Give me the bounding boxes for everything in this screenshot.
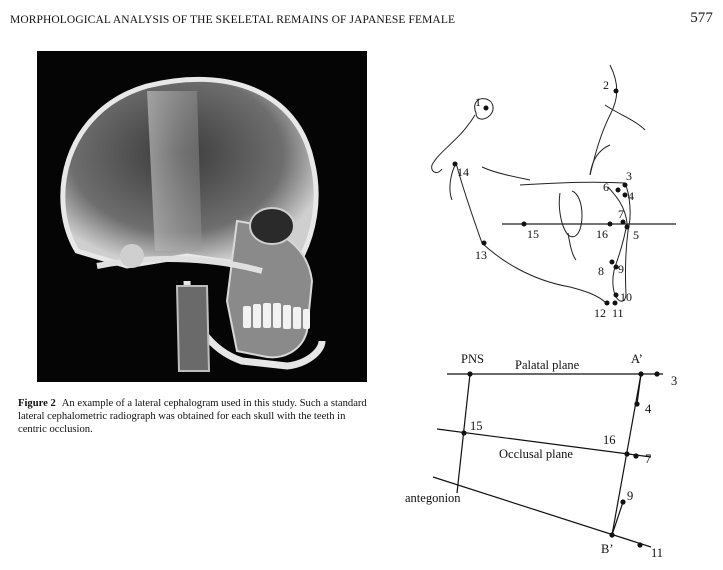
label-4: 4: [645, 402, 652, 416]
label-7: 7: [645, 452, 652, 466]
label-15: 15: [470, 419, 483, 433]
figure-label: Figure 2: [18, 398, 56, 409]
label-pns: PNS: [461, 352, 484, 366]
label-9: 9: [627, 489, 634, 503]
figure-caption: [18, 397, 368, 436]
landmark-8: 8: [598, 264, 604, 278]
skull-xray-illustration: [37, 51, 367, 382]
label-palatal-plane: Palatal plane: [515, 358, 580, 372]
label-occlusal-plane: Occlusal plane: [499, 447, 573, 461]
landmark-16: 16: [596, 227, 608, 241]
cephalometric-tracing: [420, 55, 720, 325]
label-16: 16: [603, 433, 616, 447]
label-11: 11: [651, 546, 664, 560]
landmark-10: 10: [620, 290, 632, 304]
label-b-prime: B’: [601, 542, 614, 556]
landmark-15: 15: [527, 227, 539, 241]
landmark-9: 9: [618, 262, 624, 276]
landmark-12: 12: [594, 306, 606, 320]
landmark-4: 4: [628, 189, 634, 203]
running-header: [10, 8, 713, 30]
running-title: MORPHOLOGICAL ANALYSIS OF THE SKELETAL REMAINS OF JAPANESE FEMALE: [10, 14, 456, 26]
figure-caption-text: An example of a lateral cephalogram used in this study. Such a standard lateral cephalometric radiograph was obtained for each skull with the teeth in centric occlusion.: [18, 398, 367, 435]
landmark-1: 1: [475, 95, 481, 109]
label-3: 3: [671, 374, 678, 388]
landmark-5: 5: [633, 228, 639, 242]
landmark-3: 3: [626, 169, 632, 183]
occlusal-plane-diagram: [395, 340, 715, 565]
label-a-prime: A’: [631, 352, 643, 366]
page-number: 577: [690, 10, 713, 26]
landmark-2: 2: [603, 78, 609, 92]
tracing-outlines: [432, 65, 645, 303]
landmark-13: 13: [475, 248, 487, 262]
label-antegonion: antegonion: [405, 491, 461, 505]
landmark-14: 14: [457, 165, 469, 179]
cephalogram-image: [37, 51, 367, 382]
landmark-7: 7: [618, 207, 624, 221]
landmark-6: 6: [603, 180, 609, 194]
landmark-11: 11: [612, 306, 624, 320]
